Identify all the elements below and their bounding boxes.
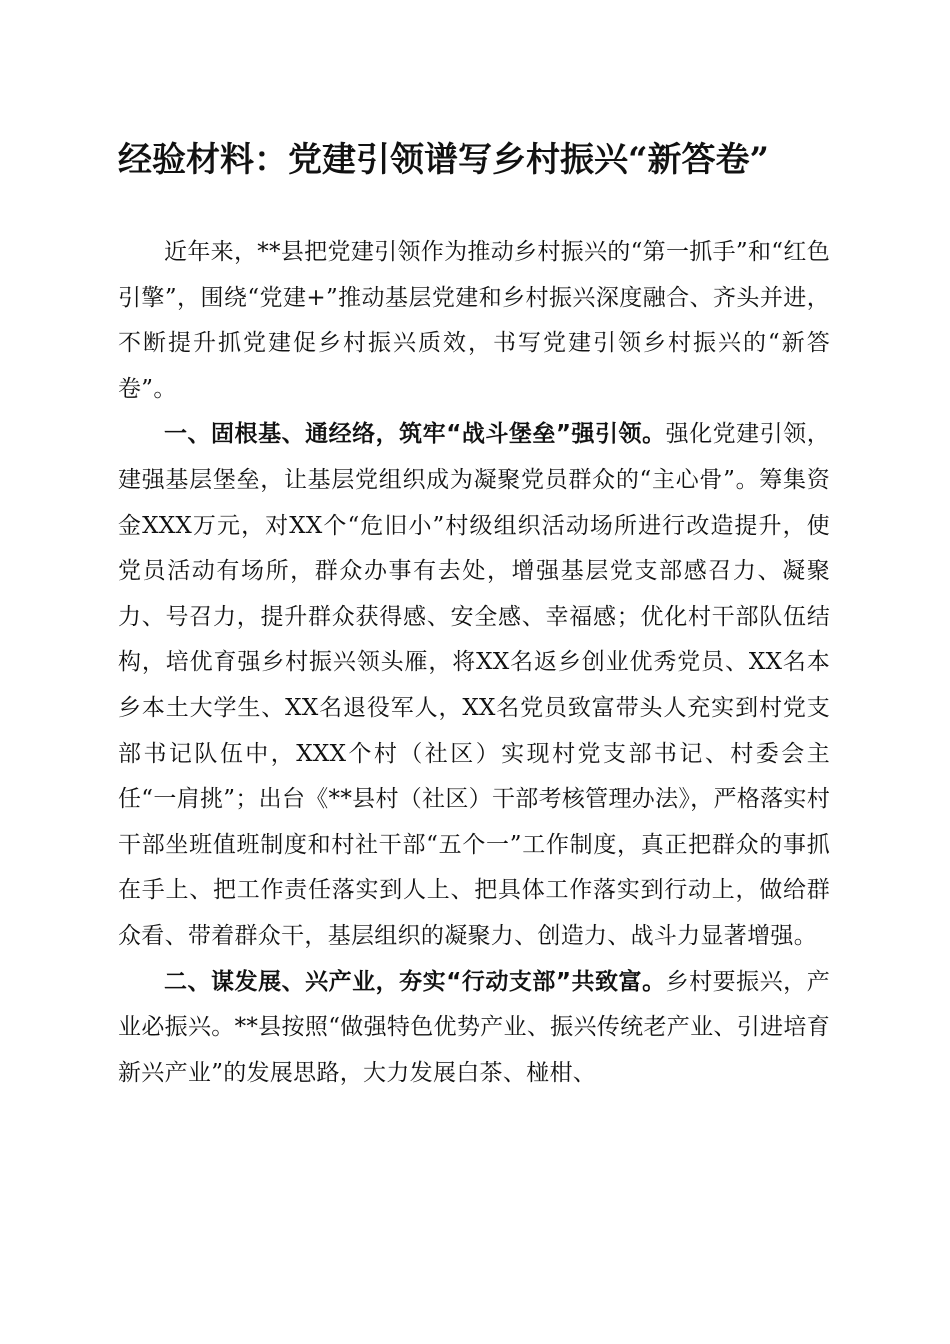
page-title: 经验材料：党建引领谱写乡村振兴“新答卷” xyxy=(118,140,770,180)
section-1-paragraph xyxy=(118,412,830,959)
intro-paragraph: 近年来，**县把党建引领作为推动乡村振兴的“第一抓手”和“红色引擎”，围绕“党建+”推动基层党建和乡村振兴深度融合、齐头并进，不断提升抓党建促乡村振兴质效，书写党建引领乡村振兴的“新答卷”。 xyxy=(118,239,830,402)
section-1-text: 强化党建引领，建强基层堡垒，让基层党组织成为凝聚党员群众的“主心骨”。筹集资金XXX万元，对XX个“危旧小”村级组织活动场所进行改造提升，使党员活动有场所，群众办事有去处，增强基层党支部感召力、凝聚力、号召力，提升群众获得感、安全感、幸福感；优化村干部队伍结构，培优育强乡村振兴领头雁，将XX名返乡创业优秀党员、XX名本乡本土大学生、XX名退役军人，XX名党员致富带头人充实到村党支部书记队伍中，XXX个村（社区）实现村党支部书记、村委会主任“一肩挑”；出台《**县村（社区）干部考核管理办法》，严格落实村干部坐班值班制度和村社干部“五个一”工作制度，真正把群众的事抓在手上、把工作责任落实到人上、把具体工作落实到行动上，做给群众看、带着群众干，基层组织的凝聚力、创造力、战斗力显著增强。 xyxy=(118,421,830,949)
section-1-heading: 一、固根基、通经络，筑牢“战斗堡垒”强引领。 xyxy=(164,421,666,448)
section-2-text: 乡村要振兴，产业必振兴。**县按照“做强特色优势产业、振兴传统老产业、引进培育新兴产业”的发展思路，大力发展白茶、椪柑、 xyxy=(118,968,830,1086)
section-2-paragraph xyxy=(118,960,830,1097)
section-2-heading: 二、谋发展、兴产业，夯实“行动支部”共致富。 xyxy=(164,968,666,995)
document-body xyxy=(118,230,830,1096)
